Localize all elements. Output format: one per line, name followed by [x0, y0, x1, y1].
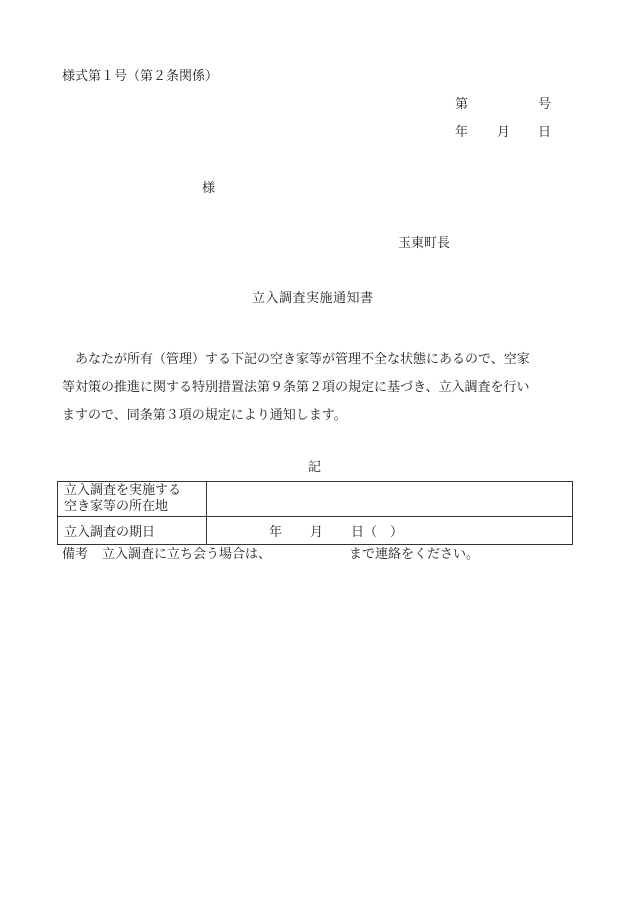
body-line: あなたが所有（管理）する下記の空き家等が管理不全な状態にあるので、空家	[62, 352, 530, 367]
body-line: ますので、同条第３項の規定により通知します。	[62, 408, 347, 423]
location-label-cell	[58, 482, 207, 517]
document-title: 立入調査実施通知書	[252, 291, 374, 306]
document-number-suffix: 号	[538, 97, 552, 112]
inspection-date-line	[213, 521, 566, 540]
document-number-prefix: 第	[455, 97, 469, 112]
remarks-line	[62, 547, 479, 563]
date-year-label: 年	[455, 125, 469, 140]
details-table	[57, 481, 573, 545]
date-value-cell	[207, 517, 573, 545]
date-day-label: 日	[538, 125, 552, 140]
inspection-year-label: 年	[269, 525, 283, 540]
location-label-line1: 立入調査を実施する	[64, 483, 182, 498]
remarks-label: 備考	[62, 547, 89, 562]
remarks-text-after: まで連絡をください。	[349, 547, 480, 562]
body-line: 等対策の推進に関する特別措置法第９条第２項の規定に基づき、立入調査を行い	[62, 380, 530, 395]
inspection-day-label: 日（ ）	[351, 525, 404, 540]
location-value-cell	[207, 482, 573, 517]
body-paragraph	[62, 346, 572, 430]
form-number: 様式第１号（第２条関係）	[62, 69, 219, 84]
date-label-cell: 立入調査の期日	[58, 517, 207, 545]
date-month-label: 月	[497, 125, 511, 140]
ki-heading: 記	[308, 460, 322, 475]
addressee-honorific: 様	[202, 181, 216, 196]
location-label-line2: 空き家等の所在地	[64, 499, 169, 514]
remarks-text-before: 立入調査に立ち会う場合は、	[102, 547, 272, 562]
table-row	[58, 517, 573, 545]
table-row	[58, 482, 573, 517]
inspection-month-label: 月	[310, 525, 324, 540]
issuer-name: 玉東町長	[398, 236, 451, 251]
